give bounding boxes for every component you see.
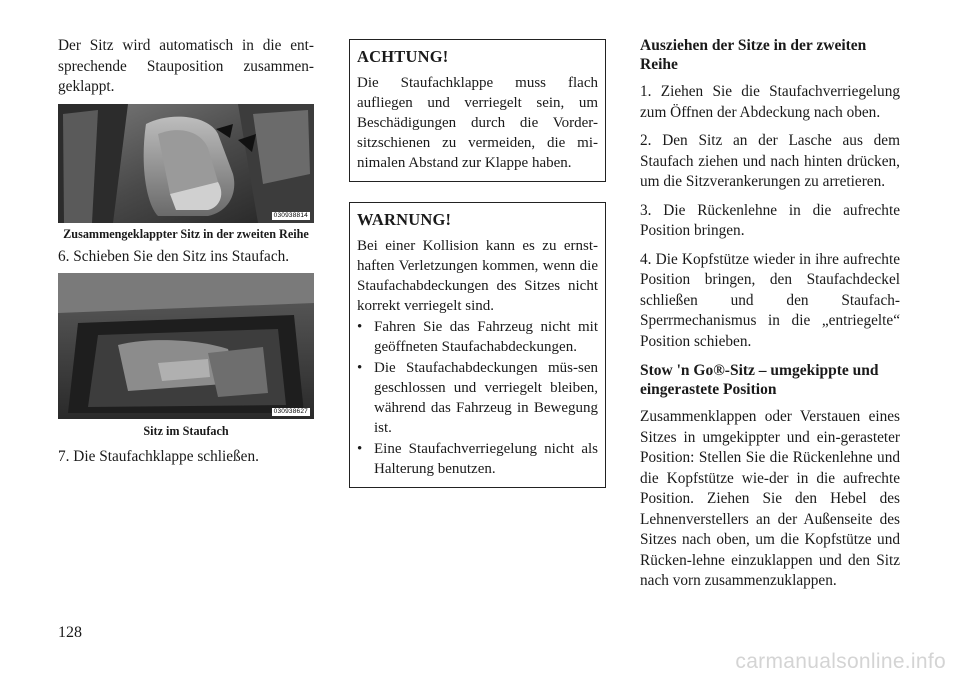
list-item: • Eine Staufachverriegelung nicht als Halterung benutzen. xyxy=(357,441,598,477)
watermark: carmanualsonline.info xyxy=(735,650,946,673)
warning-title: WARNUNG! xyxy=(357,210,452,229)
warning-text: Bei einer Kollision kann es zu ernst-haften Verletzungen kommen, wenn die Staufachabdeckungen des Sitzes nicht korrekt verriegelt sind. xyxy=(357,238,598,314)
step-1: 1. Ziehen Sie die Staufachverriegelung zum Öffnen der Abdeckung nach oben. xyxy=(640,83,900,121)
list-item: • Fahren Sie das Fahrzeug nicht mit geöffneten Staufachabdeckungen. xyxy=(357,319,598,355)
folded-seat-photo xyxy=(58,104,314,223)
caution-text: Die Staufachklappe muss flach aufliegen und verriegelt sein, um Beschädigungen durch die Vorder-sitzschienen zu vermeiden, die mi-nimalen Abstand zur Klappe haben. xyxy=(357,75,598,171)
left-column xyxy=(58,36,314,468)
list-item: • Die Staufachabdeckungen müs-sen geschlossen und verriegelt bleiben, während das Fahrzeug in Bewegung ist. xyxy=(357,360,598,436)
step-7: 7. Die Staufachklappe schließen. xyxy=(58,448,259,465)
folded-seat-figure xyxy=(58,104,314,223)
middle-column xyxy=(349,36,606,488)
step-4: 4. Die Kopfstütze wieder in ihre aufrechte Position bringen, den Staufachdeckel schließen und den Staufach-Sperrmechanismus in die „entriegelte“ Position schieben. xyxy=(640,250,900,350)
figure-caption: Zusammengeklappter Sitz in der zweiten Reihe xyxy=(63,226,309,241)
caution-box xyxy=(349,39,606,182)
step-3: 3. Die Rückenlehne in die aufrechte Position bringen. xyxy=(640,201,900,239)
warning-box xyxy=(349,202,606,488)
figure-caption: Sitz im Staufach xyxy=(143,424,229,438)
warning-list xyxy=(357,317,598,479)
figure-id-label: 030938627 xyxy=(273,408,308,415)
step-6: 6. Schieben Sie den Sitz ins Staufach. xyxy=(58,247,290,265)
intro-paragraph: Der Sitz wird automatisch in die ent-sprechende Stauposition zusammen-geklappt. xyxy=(58,37,314,95)
right-column xyxy=(640,36,900,592)
stow-paragraph: Zusammenklappen oder Verstauen eines Sitzes in umgekippter und ein-gerasteter Position: Stellen Sie die Rückenlehne und die Kopfstütze wie-der in die aufrechte Position. Ziehen Sie den Hebel des Lehnenverstellers an der Außenseite des Sitzes nach oben, um die Kopfstütze und Rücken-lehne einzuklappen und den Sitz nach vorn zusammenzuklappen. xyxy=(640,408,900,589)
page-number: 128 xyxy=(58,624,82,641)
seat-in-storage-photo xyxy=(58,273,314,419)
section-heading-stow-n-go: Stow 'n Go®-Sitz – umgekippte und eingerastete Position xyxy=(640,362,879,398)
figure-id-label: 030938814 xyxy=(273,211,308,219)
seat-in-storage-figure xyxy=(58,273,314,419)
caution-title: ACHTUNG! xyxy=(357,47,449,66)
step-2: 2. Den Sitz an der Lasche aus dem Staufach ziehen und nach hinten drücken, um die Sitzverankerungen zu arretieren. xyxy=(640,132,900,190)
section-heading-extend-seats: Ausziehen der Sitze in der zweiten Reihe xyxy=(640,37,867,73)
